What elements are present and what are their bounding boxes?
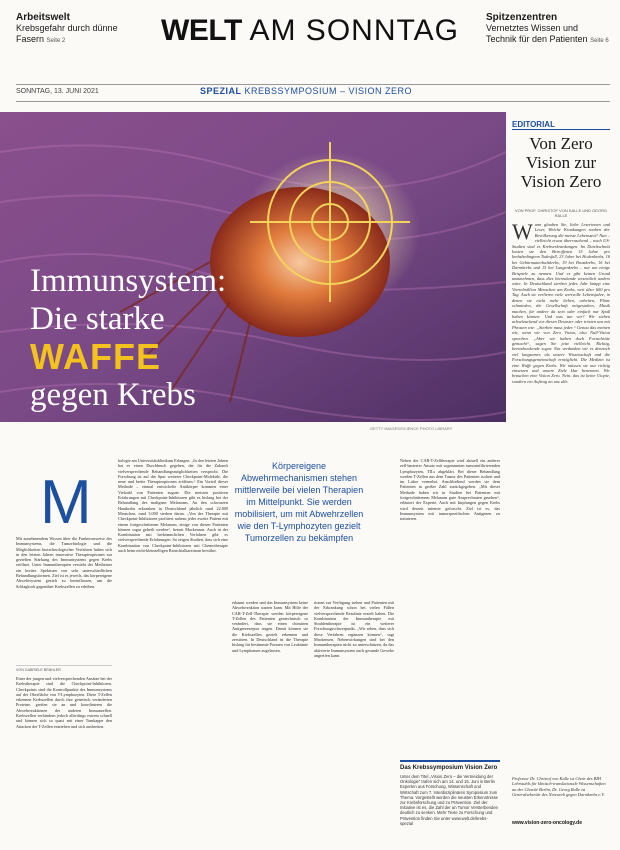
teaser-right-sub: Vernetztes Wissen und Technik für den Patienten Seite 6 (486, 23, 609, 44)
headline-line-2: Die starke (30, 301, 165, 337)
article-col-5: Neben der CAR-T-Zelltherapie wird aktuell ein anderer zell-basierter Ansatz mit sogenannten tumorinfiltrierenden Lymphozyten, TILs abgeklärt. Bei dieser Behandlung werden T-Zellen aus dem Tumor des Patienten isoliert und im Labor vermehrt. Anschließend werden sie dem Patienten in großer Zahl zurückgegeben. „Mit dieser Methode haben wir in Studien bei Patienten mit fortgeschrittenem Melanom gute Ansprechraten gesehen“, erläutert der Experte. Auch mit Impfungen gegen Krebs wird derzeit intensiv geforscht. Ziel ist es, das Immunsystem mit tumorspezifischen Antigenen zu trainieren. (400, 458, 500, 522)
teaser-right-heading: Spitzenzentren (486, 12, 558, 23)
editorial-byline: VON PROF. CHRISTOF VON KALLE UND GEORG RALLE (514, 208, 608, 218)
editorial-body: Wann glauben Sie, liebe Leserinnen und Leser, Welche Krankungen rauben der Bevölkerung die meiste Lebenszeit? Nun – vielleicht etwas überraschend – nach US-Studien sind es Krebserkrankungen. Im Durchschnitt kosten sie den Betroffenen 15 Jahre pro krebsbedingtem Todesfall, 23 Jahre bei Hodenkrebs, 16 bei Gebärmutterhalskrebs, 19 bei Brustkrebs, 16 bei Darmkrebs und 15 bei Lungenkrebs – nur um einige Beispiele zu nennen. Und es gibt keinen Grund anzunehmen, dass dies hierzulande wesentlich anders wäre. In Deutschland sterben jedes Jahr knapp eine Viertelmillion Menschen am Krebs, weit über 600 pro Tag. Auch sie verlieren viele wertvolle Lebensjahre, in denen sie nicht mehr lieben, arbeiten, Pläne schmieden, die Gesellschaft mitgestalten, Musik machen, für andere da sein oder einfach nur Spaß haben können. Und was tun wir? Wir stehen achselzuckend vor diesen Desaster oder trösten uns mit Phrasen wie: „Sterben muss jeder.“ Genau das meinen wir, wenn wir von Zero Vision, also Null-Vision sprechen. „Aber wir haben doch Fortschritte gemacht“, sagen Sie jetzt vielleicht. Richtig, beeindruckende sogar. Nur verdanken wir es dennoch viel langsamer, als unsere Wissenschaft und die Forschungsgemeinschaft ermöglicht. Die Medizin ist eine Waffe gegen Krebs. Wir müssen sie nur richtig einsetzen und unsere Ziele klar benennen. Wir brauchen eine Vision Zero. Nein, das ist keine Utopie, sondern ein Auftrag an uns alle. (512, 219, 610, 384)
article-dropcap: M (40, 468, 92, 537)
masthead-bold: WELT (161, 14, 242, 47)
pull-quote: Körpereigene Abwehrmechanismen stehen mittlerweile bei vielen Therapien im Mittelpunkt. Sie werden mobilisiert, um mit Abwehrzellen wie den T-Lymphozyten gezielt Tumorzellen zu bekämpfen (234, 461, 364, 543)
article-col-3: erkannt werden und das Immunsystem keine Abwehrreaktion starten kann. Mit Hilfe der CAR-T-Zell-Therapie werden körpereigene T-Zellen des Patienten gentechnisch so verändert, dass sie einen chimären Antigenrezeptor tragen. Damit können sie die Krebszellen gezielt erkennen und zerstören. In Deutschland ist die Therapie bislang für bestimmte Formen von Leukämie und Lymphomen zugelassen. (232, 600, 308, 653)
editorial-label: EDITORIAL (512, 120, 610, 130)
headline-line-3: WAFFE (30, 336, 161, 377)
article-col-1a: Mit zunehmendem Wissen über die Funktionsweise des Immunsystems, die Tumorbiologie und die Möglichkeiten biotechnologischer Verfahren haben sich in den letzten Jahren innovative Therapieoptionen zur gezielten Stärkung des Immunsystems gegen Krebs eröffnet. Unter Immuntherapien versteht der Mediziner ein breites Spektrum von sehr unterschiedlichen Behandlungsformen. Ziel ist es jeweils, das körpereigene Abwehrsystem gezielt zu beeinflussen, um die Schlagkraft gegenüber Krebszellen zu erhöhen. (16, 536, 112, 589)
teaser-left-sub: Krebsgefahr durch dünne Fasern Seite 2 (16, 23, 118, 44)
masthead-logo[interactable] (150, 14, 470, 48)
teaser-left[interactable] (16, 12, 136, 47)
teaser-right-page: Seite 6 (590, 38, 609, 44)
header-rule-bottom (16, 101, 610, 102)
masthead-rest: AM SONNTAG (241, 14, 459, 47)
info-box (400, 760, 500, 826)
info-box-text: Unter dem Titel „Vision Zero – die Vermeidung der Onkologie“ trafen sich am 14. und 15. Juni in Berlin Experten aus Forschung, Wissenschaft und Wirtschaft zum 7. Interdisziplinären Symposium zum Thema. Vorgestellt werden die neusten Erkenntnisse zur Krebsforschung und zu Prävention. Ziel der Initiative ist es, die Zahl der an Tumor Versterbenden deutlich zu senken. Mehr Texte zu Forschung und Prävention finden Sie unter www.welt.de/krebs-spezial (400, 774, 498, 826)
article-byline: VON GABRIELE BRÄHLER (16, 665, 112, 672)
editorial-link[interactable]: www.vision-zero-oncology.de (512, 820, 583, 826)
photo-credit: GETTY IMAGES/SCIENCE PHOTO LIBRARY (370, 426, 453, 431)
teaser-left-heading: Arbeitswelt (16, 12, 70, 23)
teaser-right[interactable] (486, 12, 610, 47)
article-col-2: kologie am Universitätsklinikum Erlangen. „In den letzten Jahren hat es einen Durchbruch gegeben, der für die Zukunft vielversprechende Behandlungsmöglichkeiten verspricht. Die Forschung ist auf der Spur weiterer Checkpoint-Moleküle, die neue und breite Therapieoptionen eröffnen.“ Ein Vorteil dieser Methode – einmal entwickelte Antikörper kommen einer Vielzahl von Patienten zugute. Die meisten positiven Erfahrungen mit Checkpoint-Inhibitoren gibt es bislang bei der Behandlung des malignen Melanoms. An den schwarzen Hautkrebs erkranken in Deutschland jährlich rund 22.000 Menschen, rund 3.000 sterben daran. „Von der Therapie mit Checkpoint-Inhibitoren profitiert nahezu jeder zweite Patient mit einem fortgeschrittenen Melanom, einige von diesen Patienten können sogar geheilt werden“, betont Mackensen. Auch in der Kombination mit herkömmlichen Verfahren gibt es vielversprechende Erfahrungen. So zeigen Studien, dass sich eine Kombination von Checkpoint-Inhibitoren mit Chemotherapie auch beim nicht-kleinzelligen Bronchialkarzinom bewährt. (118, 458, 229, 554)
article-col-1b: Einer der jungen und vielversprechenden Ansätze bei der Krebstherapie sind die Checkpoint-Inhibitoren. Checkpoints sind die Kontrollpunkte des Immunsystems auf der Oberfläche von T-Lymphozyten. Diese T-Zellen erkennen Krebszellen durch ihre genetisch veränderten Proteine, greifen sie an und koordinieren die Abwehrreaktionen der anderen Immunzellen. Krebszellen verhindern jedoch allerdings extrem schnell und können sich so quasi mit einer Tarnkappe den Attacken der T-Zellen entziehen und sich ausbreiten. (16, 676, 112, 729)
editorial-dropcap: W (512, 219, 533, 244)
header-rule-top (16, 84, 610, 85)
headline-line-4: gegen Krebs (30, 377, 196, 413)
article-col-4: tionen zur Verfügung stehen und Patienten mit der Erkrankung schon bei vielen Fällen vielversprechende Resultate erzielt haben. Die Kombination der Immuntherapie mit Strahlentherapie ist ein weiterer Forschungsschwerpunkt. „Wir sehen, dass sich diese Verfahren ergänzen können“, sagt Mackensen. Nebenwirkungen sind bei den Immuntherapien nicht zu unterschätzen, da das aktivierte Immunsystem auch gesunde Gewebe angreifen kann. (314, 600, 394, 658)
section-label: SPEZIAL KREBSSYMPOSIUM – VISION ZERO (200, 86, 413, 96)
editorial-title[interactable]: Von Zero Vision zur Vision Zero (520, 134, 602, 191)
teaser-left-page: Seite 2 (46, 38, 66, 44)
issue-date: SONNTAG, 13. JUNI 2021 (16, 88, 99, 95)
info-box-heading: Das Krebssymposium Vision Zero (400, 765, 498, 771)
headline-line-1: Immunsystem: (30, 263, 227, 299)
hero-headline (30, 262, 290, 414)
editorial-signature: Professor Dr. Christof von Kalle ist Chair des BIH Lehrstuhls für klinisch-translationale Wissenschaften an der Charité Berlin, Dr. Georg Ralle ist Generalsekretär des Netzwerk gegen Darmkrebs e.V. (512, 776, 606, 798)
